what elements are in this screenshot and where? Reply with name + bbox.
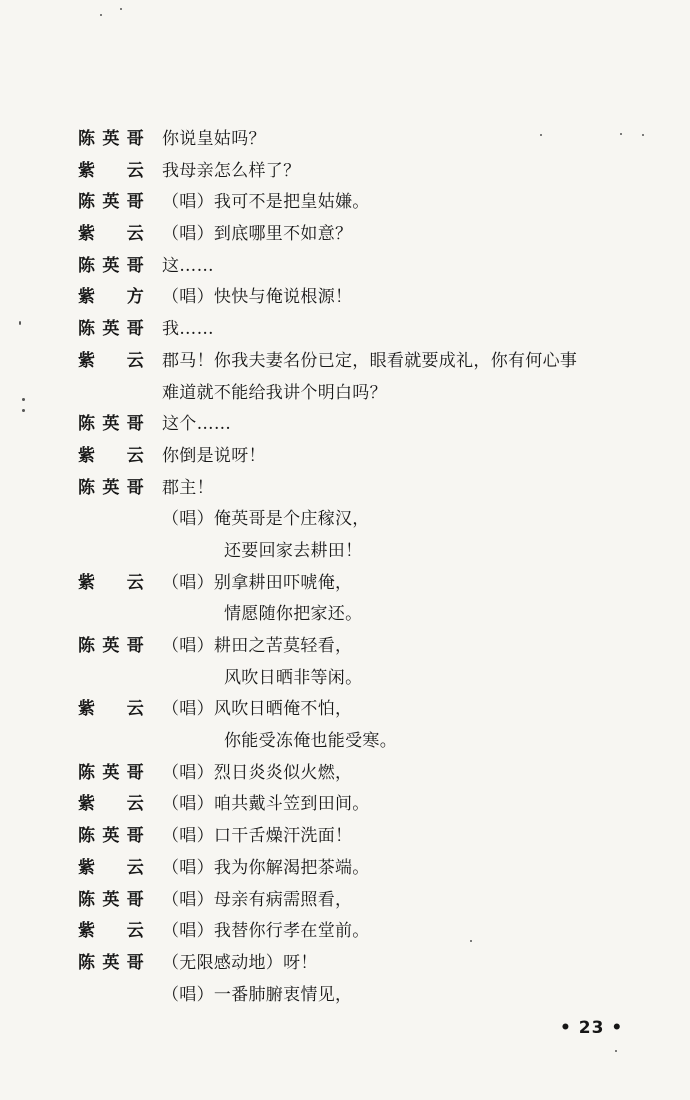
dialogue-line: [0, 980, 690, 1012]
scan-speck: [120, 8, 122, 10]
dialogue-line: [0, 536, 690, 568]
speaker-name: 陈英哥: [78, 826, 144, 847]
dialogue-text: 郡马！你我夫妻名份已定，眼看就要成礼，你有何心事: [162, 350, 578, 371]
dialogue-text: 情愿随你把家还。: [224, 604, 363, 625]
dialogue-text: （唱）烈日炎炎似火燃，: [162, 762, 353, 783]
scan-speck: [22, 398, 25, 401]
speaker-name: 陈英哥: [78, 255, 144, 276]
dialogue-line: [0, 378, 690, 410]
dialogue-text: 风吹日晒非等闲。: [224, 667, 363, 688]
dialogue-line: [0, 916, 690, 948]
speaker-name: 陈英哥: [78, 477, 144, 498]
dialogue-line: [0, 789, 690, 821]
speaker-name: 紫 云: [78, 921, 144, 942]
dialogue-text: （唱）风吹日晒俺不怕，: [162, 699, 353, 720]
dialogue-text: 你说皇姑吗？: [162, 129, 266, 149]
speaker-name: 紫 云: [78, 857, 144, 878]
dialogue-line: [0, 568, 690, 600]
dialogue-line: [0, 187, 690, 219]
scan-speck: [642, 134, 644, 136]
speaker-name: 紫 云: [78, 699, 144, 720]
speaker-name: 陈英哥: [78, 192, 144, 213]
dialogue-text: （无限感动地）呀！: [162, 952, 318, 973]
dialogue-line: [0, 282, 690, 314]
dialogue-line: [0, 346, 690, 378]
dialogue-line: [0, 599, 690, 631]
dialogue-text: （唱）咱共戴斗笠到田间。: [162, 794, 370, 815]
speaker-name: 紫 方: [78, 287, 144, 308]
speaker-name: 紫 云: [78, 445, 144, 466]
speaker-name: 紫 云: [78, 224, 144, 245]
dialogue-text: （唱）快快与俺说根源！: [162, 287, 353, 308]
dialogue-text: （唱）俺英哥是个庄稼汉，: [162, 509, 370, 530]
speaker-name: 陈英哥: [78, 319, 144, 340]
scan-speck: [470, 940, 472, 942]
dialogue-text: 这……: [162, 255, 214, 276]
dialogue-line: [0, 631, 690, 663]
dialogue-line: [0, 948, 690, 980]
dialogue-line: [0, 663, 690, 695]
speaker-name: 紫 云: [78, 572, 144, 593]
page-number: • 23 •: [560, 1018, 624, 1038]
dialogue-text: （唱）母亲有病需照看，: [162, 889, 353, 910]
dialogue-text: （唱）到底哪里不如意？: [162, 224, 353, 245]
scan-speck: [22, 409, 25, 412]
dialogue-line: [0, 758, 690, 790]
dialogue-text: （唱）我为你解渴把茶端。: [162, 857, 370, 878]
dialogue-body: [0, 124, 690, 1011]
dialogue-text: （唱）我替你行孝在堂前。: [162, 921, 370, 942]
dialogue-text: 我……: [162, 319, 214, 340]
dialogue-line: [0, 124, 690, 156]
dialogue-line: [0, 504, 690, 536]
dialogue-line: [0, 156, 690, 188]
dialogue-line: [0, 251, 690, 283]
scan-speck: [615, 1050, 617, 1052]
dialogue-text: 你倒是说呀！: [162, 445, 266, 466]
speaker-name: 陈英哥: [78, 129, 144, 149]
dialogue-line: [0, 314, 690, 346]
dialogue-text: （唱）别拿耕田吓唬俺，: [162, 572, 353, 593]
dialogue-line: [0, 219, 690, 251]
dialogue-line: [0, 821, 690, 853]
speaker-name: 陈英哥: [78, 889, 144, 910]
dialogue-line: [0, 473, 690, 505]
dialogue-text: 我母亲怎么样了？: [162, 160, 301, 181]
dialogue-text: （唱）口干舌燥汗洗面！: [162, 826, 353, 847]
dialogue-line: [0, 885, 690, 917]
dialogue-text: 郡主！: [162, 477, 214, 498]
dialogue-text: （唱）耕田之苦莫轻看，: [162, 636, 353, 656]
speaker-name: 紫 云: [78, 160, 144, 181]
scan-speck: [620, 133, 622, 135]
dialogue-text: 你能受冻俺也能受寒。: [224, 731, 397, 752]
dialogue-text: （唱）我可不是把皇姑嫌。: [162, 192, 370, 213]
dialogue-line: [0, 694, 690, 726]
dialogue-line: [0, 441, 690, 473]
dialogue-text: （唱）一番肺腑衷情见，: [162, 984, 353, 1005]
dialogue-text: 还要回家去耕田！: [224, 540, 363, 561]
speaker-name: 陈英哥: [78, 414, 144, 435]
speaker-name: 陈英哥: [78, 762, 144, 783]
speaker-name: 紫 云: [78, 350, 144, 371]
dialogue-text: 这个……: [162, 414, 232, 435]
dialogue-line: [0, 853, 690, 885]
scan-speck: [540, 134, 542, 136]
dialogue-line: [0, 409, 690, 441]
dialogue-line: [0, 726, 690, 758]
scan-speck: [100, 14, 102, 16]
scan-speck: [19, 321, 21, 325]
dialogue-text: 难道就不能给我讲个明白吗？: [162, 382, 387, 403]
speaker-name: 陈英哥: [78, 952, 144, 973]
speaker-name: 紫 云: [78, 794, 144, 815]
speaker-name: 陈英哥: [78, 636, 144, 656]
